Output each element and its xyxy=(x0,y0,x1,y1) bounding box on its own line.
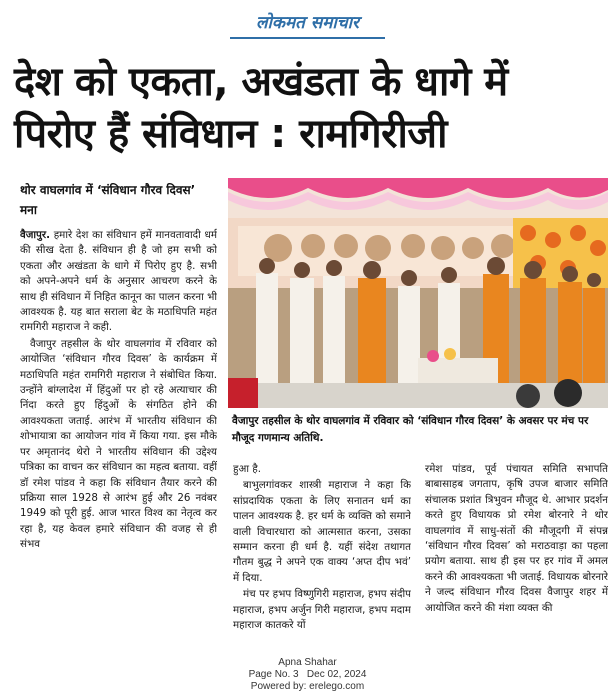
photo-caption: वैजापुर तहसील के थोर वाघलगांव में रविवार को ‘संविधान गौरव दिवस’ के अवसर पर मंच पर मौजूद गणमान्य अतिथि. xyxy=(232,415,589,444)
article-paragraph: हुआ है. xyxy=(233,463,262,475)
article-paragraph: मंच पर हभप विष्णुगिरी महाराज, हभप संदीप महाराज, हभप अर्जुन गिरी महाराज, हभप मदाम महाराज कातकरे यों xyxy=(233,588,411,632)
footer-publication: Apna Shahar xyxy=(278,657,337,668)
headline-line-2: पिरोए हैं संविधान : रामगिरीजी xyxy=(14,111,447,157)
headline-line-1: देश को एकता, अखंडता के धागे में xyxy=(14,59,508,105)
article-paragraph xyxy=(20,228,217,336)
article-column-2 xyxy=(233,462,411,660)
masthead-title: लोकमत समाचार xyxy=(256,13,359,33)
article-paragraph: वैजापुर तहसील के थोर वाघलगांव में रविवार को आयोजित ‘संविधान गौरव दिवस’ के कार्यक्रम में मठाधिपति महंत रामगिरी महाराज ने संबोधित किया. उन्होंने बांग्लादेश में हिंदुओं पर हो रहे अत्याचार की निंदा करते हुए हिंदुओं के संगठित होने की आवश्यकता जताई. आरंभ में भारतीय संविधान की शोभायात्रा का आयोजन गांव में किया गया. इस मौके पर अमृतानंद थेरो ने भारतीय संविधान की उद्देश्य पत्रिका का वाचन कर संविधान का महत्व बताया. वहीं डॉ रमेश पांडव ने कहा कि संविधान तैयार करने की प्रक्रिया साल 1928 से आरंभ हुई और 26 नवंबर 1949 को पूरी हुई. आज भारत विश्व का नेतृत्व कर रहा है, यह केवल हमारे संविधान की वजह से ही संभव xyxy=(20,337,217,551)
article-column-1 xyxy=(20,228,217,660)
article-paragraph: रमेश पांडव, पूर्व पंचायत समिति सभापति बाबासाहब जगताप, कृषि उपज बाजार समिति संचालक प्रशांत त्रिभुवन मौजूद थे. आभार प्रदर्शन करते हुए विधायक प्रो रमेश बोरनारे ने थोर वाघलगांव में साधु-संतों की मौजूदगी में संपन्न ‘संविधान गौरव दिवस’ को मराठवाड़ा का पहला प्रयोग बताया. साथ ही इस पर हर गांव में अमल करने की आवश्यकता भी जताई. विधायक बोरनारे ने जल्द संविधान गौरव दिवस वैजापुर शहर में आयोजित करने की मंशा व्यक्त की xyxy=(425,463,608,614)
masthead-rule xyxy=(230,37,385,39)
subheadline: थोर वाघलगांव में ‘संविधान गौरव दिवस’ मना xyxy=(20,183,196,217)
headline xyxy=(14,56,604,168)
footer-page-date: Page No. 3 Dec 02, 2024 xyxy=(248,669,367,680)
article-column-3 xyxy=(425,462,608,660)
masthead xyxy=(0,0,615,48)
news-photo-illustration xyxy=(228,178,608,408)
article-paragraph: बाभुलगांवकर शास्त्री महाराज ने कहा कि सांप्रदायिक एकता के लिए सनातन धर्म का पालन आवश्यक है. हर धर्म के व्यक्ति को समाने वाली विचारधारा को आत्मसात करना, उसका सम्मान करना ही धर्म है. यहीं संदेश तथागत गौतम बुद्ध ने अपने एक वाक्य ‘अप्त दीप भवं’ में दिया. xyxy=(233,479,411,584)
news-photo xyxy=(228,178,608,408)
article-text: हमारे देश का संविधान हमें मानवतावादी धर्म की सीख देता है. संविधान ही है जो हम सभी को एकता और अखंडता के धागे में पिरोए हुए है. सभी को अपने-अपने धर्म के अनुसार आचरण करने के साथ ही संविधान में निहित कानून का पालन करना भी आवश्यक है. यह बात सराला बेट के मठाधिपति महंत रामगिरी महाराज ने कही. xyxy=(20,229,217,334)
footer-powered-link[interactable]: Powered by: erelego.com xyxy=(250,681,365,692)
dateline: वैजापुर. xyxy=(20,229,51,241)
page-footer xyxy=(180,657,435,697)
